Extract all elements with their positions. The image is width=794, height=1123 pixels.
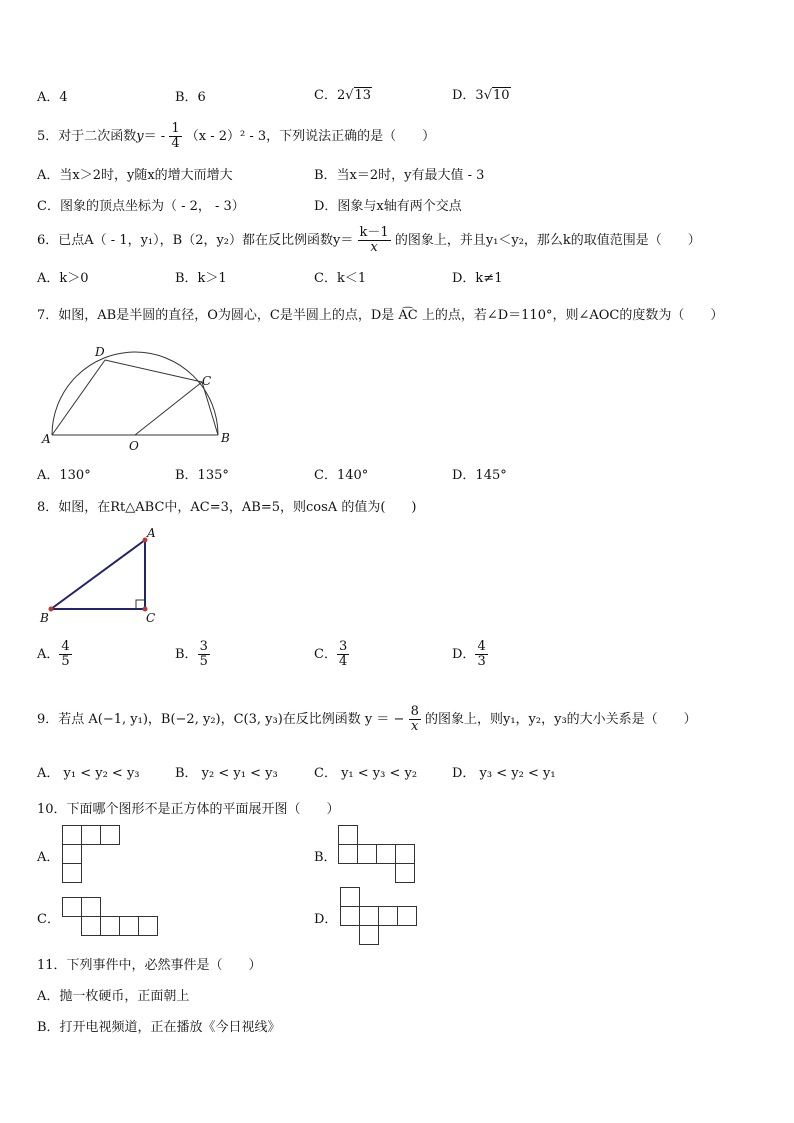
q8-triangle-diagram <box>38 528 168 628</box>
net-square <box>120 917 139 936</box>
q9-option-a: A． y₁ < y₂ < y₃ <box>37 766 140 781</box>
q10-net-c <box>62 897 162 937</box>
q8-label-b: B <box>40 611 49 625</box>
q5-option-a: A．当x＞2时，y随x的增大而增大 <box>37 168 233 183</box>
q9-option-d: D． y₃ < y₂ < y₁ <box>452 766 556 781</box>
q8-option-c: C． $\frac{3}{4}$ <box>314 639 348 669</box>
net-square <box>63 845 82 864</box>
q7-semicircle-diagram <box>40 340 240 455</box>
q8-option-a: A． $\frac{4}{5}$ <box>37 639 70 669</box>
net-square <box>101 826 120 845</box>
q5-fraction: $\frac{1}{4}$ <box>171 121 180 151</box>
q6-option-b: B．k＞1 <box>175 271 227 286</box>
net-square <box>82 898 101 917</box>
q7-option-d: D．145° <box>452 468 507 483</box>
q10-option-b-label: B． <box>314 850 337 865</box>
net-square <box>379 907 398 926</box>
net-square <box>339 826 358 845</box>
q4-option-b: B．6 <box>175 90 206 105</box>
net-square <box>377 845 396 864</box>
net-square <box>101 917 120 936</box>
q10-net-b <box>338 825 418 885</box>
q9-option-c: C． y₁ < y₃ < y₂ <box>314 766 418 781</box>
net-square <box>82 917 101 936</box>
q7-option-b: B．135° <box>175 468 229 483</box>
q10-option-a-label: A． <box>37 850 60 865</box>
q5-option-d: D．图象与x轴有两个交点 <box>314 199 462 214</box>
q8-label-a: A <box>147 526 156 540</box>
net-square <box>139 917 158 936</box>
q8-option-b: B． $\frac{3}{5}$ <box>175 639 208 669</box>
q9-stem: 9．若点 A(−1, y₁)，B(−2, y₂)，C(3, y₃)在反比例函数 y ＝ − $\frac{8}{x}$ 的图象上，则y₁，y₂，y₃的大小关系是（ ） <box>37 704 697 734</box>
q8-stem: 8．如图，在Rt△ABC中，AC=3，AB=5，则cosA 的值为( ) <box>37 500 417 515</box>
q7-label-a: A <box>42 432 51 446</box>
net-square <box>63 898 82 917</box>
q6-option-a: A．k＞0 <box>37 271 89 286</box>
net-square <box>339 845 358 864</box>
net-square <box>396 864 415 883</box>
net-square <box>398 907 417 926</box>
q9-option-b: B． y₂ < y₁ < y₃ <box>175 766 278 781</box>
q10-option-d-label: D． <box>314 912 338 927</box>
q7-stem: 7．如图，AB是半圆的直径，O为圆心，C是半圆上的点，D是 A͡C 上的点，若∠D＝110°，则∠AOC的度数为（ ） <box>37 308 724 323</box>
q4-option-d: D．3√10 <box>452 88 510 103</box>
q7-label-b: B <box>221 431 230 445</box>
q7-option-a: A．130° <box>37 468 91 483</box>
q10-net-d <box>340 887 420 947</box>
q7-label-o: O <box>129 439 139 453</box>
q10-stem: 10．下面哪个图形不是正方体的平面展开图（ ） <box>37 802 340 817</box>
net-square <box>358 845 377 864</box>
q10-option-c-label: C． <box>37 912 60 927</box>
q6-stem: 6．已点A（ - 1，y₁），B（2，y₂）都在反比例函数y＝ $\frac{k-1}{x}$ 的图象上，并且y₁＜y₂，那么k的取值范围是（ ） <box>37 225 701 255</box>
q5-stem: 5．对于二次函数y＝ - $\frac{1}{4}$ （x - 2）² - 3，下列说法正确的是（ ） <box>37 121 436 151</box>
q7-label-d: D <box>95 345 105 359</box>
q8-option-d: D． $\frac{4}{3}$ <box>452 639 486 669</box>
q7-option-c: C．140° <box>314 468 369 483</box>
net-square <box>341 907 360 926</box>
q10-net-a <box>62 825 122 885</box>
q9-fraction: $\frac{8}{x}$ <box>410 704 419 734</box>
q8-label-c: C <box>146 611 156 625</box>
net-square <box>63 826 82 845</box>
q6-fraction: $\frac{k-1}{x}$ <box>359 225 389 255</box>
q11-option-b: B．打开电视频道，正在播放《今日视线》 <box>37 1020 281 1035</box>
q6-option-d: D．k≠1 <box>452 271 503 286</box>
net-square <box>360 907 379 926</box>
net-square <box>360 926 379 945</box>
q11-option-a: A．抛一枚硬币，正面朝上 <box>37 989 190 1004</box>
q6-option-c: C．k＜1 <box>314 271 367 286</box>
q5-option-c: C．图象的顶点坐标为（ - 2， - 3） <box>37 199 245 214</box>
q7-label-c: C <box>202 374 212 388</box>
q11-stem: 11．下列事件中，必然事件是（ ） <box>37 958 262 973</box>
net-square <box>396 845 415 864</box>
q5-option-b: B．当x＝2时，y有最大值 - 3 <box>314 168 485 183</box>
net-square <box>82 826 101 845</box>
q4-option-a: A．4 <box>37 90 68 105</box>
net-square <box>341 888 360 907</box>
q4-option-c: C．2√13 <box>314 88 372 103</box>
net-square <box>63 864 82 883</box>
